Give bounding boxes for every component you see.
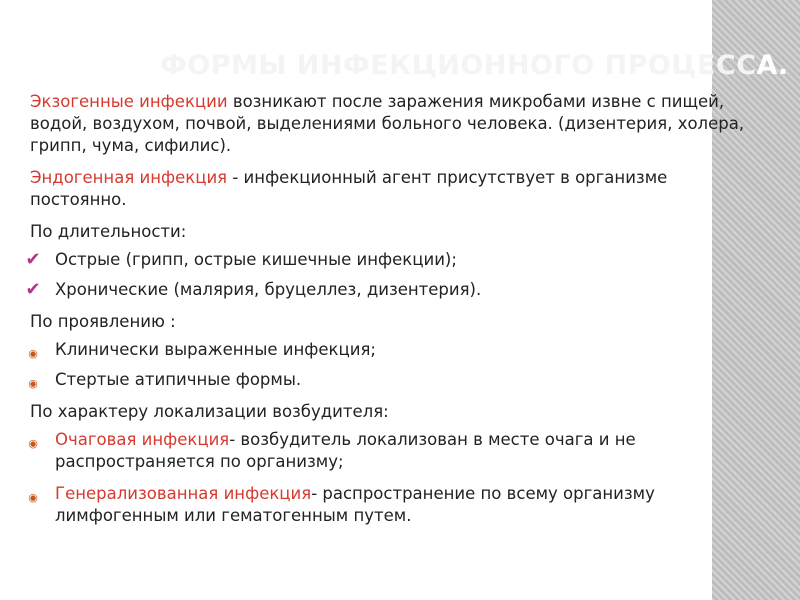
- text-endogenous: - инфекционный агент присутствует в организме постоянно.: [30, 168, 668, 209]
- heading-manifestation: По проявлению :: [30, 312, 176, 331]
- item-text: Клинически выраженные инфекция;: [55, 340, 376, 359]
- heading-duration: По длительности:: [30, 222, 187, 241]
- list-item-localization: [0, 483, 775, 527]
- term-exogenous: Экзогенные инфекции: [30, 92, 228, 111]
- title-main: ФОРМЫ ИНФЕКЦИОННОГО ПРОЦЕСС: [160, 50, 757, 81]
- paragraph-endogenous: [30, 167, 760, 211]
- paragraph-exogenous: [30, 91, 760, 157]
- item-text: Стертые атипичные формы.: [55, 370, 302, 389]
- list-item-manifestation: [0, 339, 775, 361]
- item-text: - возбудитель локализован в месте очага и не распространяется по организму;: [55, 430, 636, 471]
- list-item-duration: [0, 249, 775, 271]
- circle-bullet-icon: ◉: [28, 437, 38, 450]
- heading-localization: По характеру локализации возбудителя:: [30, 402, 389, 421]
- text-exogenous: возникают после заражения микробами извне с пищей, водой, воздухом, почвой, выделениями больного человека. (дизентерия, холера, грипп, чума, сифилис).: [30, 92, 745, 155]
- slide-title: [160, 50, 789, 81]
- item-text: Хронические (малярия, бруцеллез, дизентерия).: [55, 280, 482, 299]
- checkmark-icon: ✔: [25, 249, 41, 270]
- list-item-localization: [0, 429, 775, 473]
- circle-bullet-icon: ◉: [28, 377, 38, 390]
- checkmark-icon: ✔: [25, 279, 41, 300]
- title-tail: А.: [756, 50, 789, 81]
- term-endogenous: Эндогенная инфекция: [30, 168, 228, 187]
- term-focal: Очаговая инфекция: [55, 430, 230, 449]
- item-text: Острые (грипп, острые кишечные инфекции);: [55, 250, 457, 269]
- circle-bullet-icon: ◉: [28, 491, 38, 504]
- list-item-duration: [0, 279, 775, 301]
- term-generalized: Генерализованная инфекция: [55, 484, 312, 503]
- slide-content: [0, 91, 780, 535]
- list-item-manifestation: [0, 369, 775, 391]
- circle-bullet-icon: ◉: [28, 347, 38, 360]
- item-text: - распространение по всему организму лимфогенным или гематогенным путем.: [55, 484, 655, 525]
